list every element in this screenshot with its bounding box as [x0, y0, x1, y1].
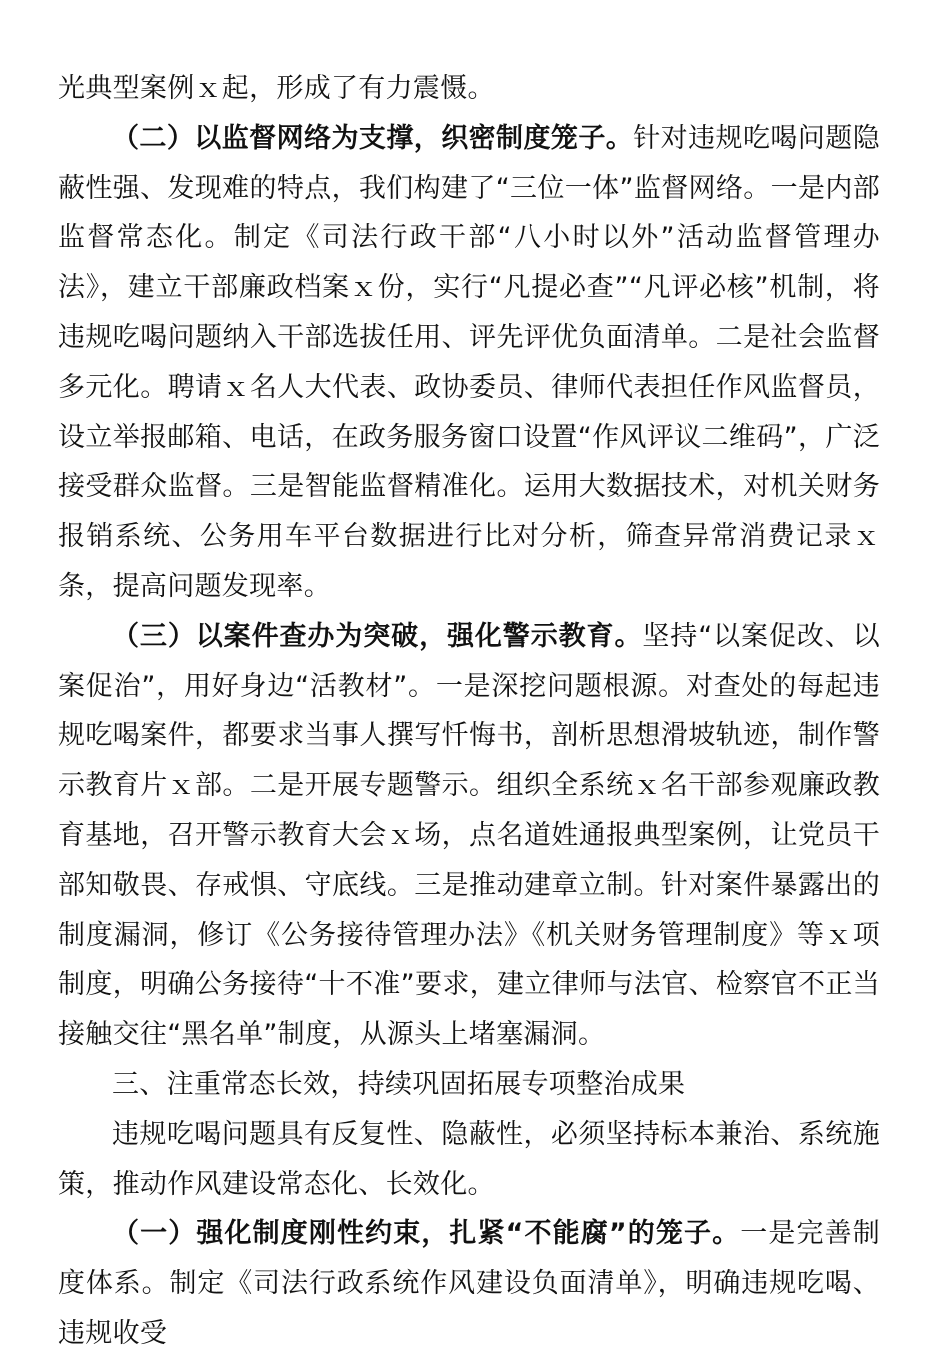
paragraph-institutional-constraints-body: 一是完善制度体系。制定《司法行政系统作风建设负面清单》，明确违规吃喝、违规收受 — [58, 1218, 881, 1349]
paragraph-continuation: 光典型案例ｘ起，形成了有力震慑。 — [58, 73, 495, 104]
subheading-institutional-constraints: （一）强化制度刚性约束，扎紧“不能腐”的笼子。 — [112, 1218, 741, 1250]
paragraph-supervision-network-body: 针对违规吃喝问题隐蔽性强、发现难的特点，我们构建了“三位一体”监督网络。一是内部监督常态化。制定《司法行政干部“八小时以外”活动监督管理办法》，建立干部廉政档案ｘ份，实行“凡提必查”“凡评必核”机制，将违规吃喝问题纳入干部选拔任用、评先评优负面清单。二是社会监督多元化。聘请ｘ名人大代表、政协委员、律师代表担任作风监督员，设立举报邮箱、电话，在政务服务窗口设置“作风评议二维码”，广泛接受群众监督。三是智能监督精准化。运用大数据技术，对机关财务报销系统、公务用车平台数据进行比对分析，筛查异常消费记录ｘ条，提高问题发现率。 — [58, 122, 880, 602]
paragraph-supervision-network — [58, 114, 880, 612]
paragraph-section-three-intro: 违规吃喝问题具有反复性、隐蔽性，必须坚持标本兼治、系统施策，推动作风建设常态化、长效化。 — [58, 1118, 880, 1200]
paragraph-case-handling-body: 坚持“以案促改、以案促治”，用好身边“活教材”。一是深挖问题根源。对查处的每起违规吃喝案件，都要求当事人撰写忏悔书，剖析思想滑坡轨迹，制作警示教育片ｘ部。二是开展专题警示。组织全系统ｘ名干部参观廉政教育基地，召开警示教育大会ｘ场，点名道姓通报典型案例，让党员干部知敬畏、存戒惧、守底线。三是推动建章立制。针对案件暴露出的制度漏洞，修订《公务接待管理办法》《机关财务管理制度》等ｘ项制度，明确公务接待“十不准”要求，建立律师与法官、检察官不正当接触交往“黑名单”制度，从源头上堵塞漏洞。 — [58, 620, 880, 1051]
subheading-case-handling: （三）以案件查办为突破，强化警示教育。 — [112, 620, 643, 652]
paragraph-case-handling — [58, 612, 880, 1060]
paragraph-institutional-constraints — [58, 1209, 880, 1358]
subheading-supervision-network: （二）以监督网络为支撑，织密制度笼子。 — [112, 122, 634, 154]
document-page — [58, 64, 880, 1359]
section-heading-three: 三、注重常态长效，持续巩固拓展专项整治成果 — [112, 1068, 686, 1100]
